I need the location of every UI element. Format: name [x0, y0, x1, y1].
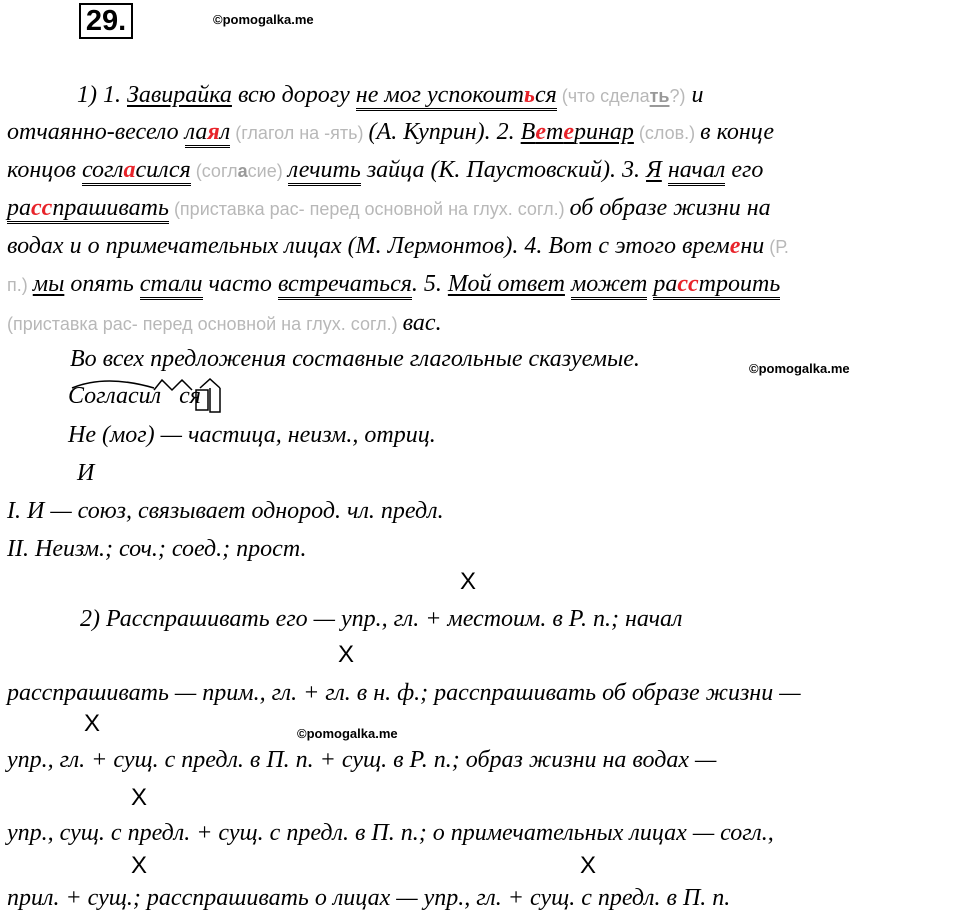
text-line-18: прил. + сущ.; расспрашивать о лицах — упр., гл. + сущ. с предл. в П. п. — [7, 885, 731, 911]
text-line-3: концов согласился (согласие) лечить зайца (К. Паустовский). 3. Я начал его — [7, 155, 763, 186]
x-mark: X — [460, 568, 477, 595]
text-line-8: Во всех предложения составные глагольные сказуемые. — [70, 346, 640, 372]
x-mark: X — [84, 710, 101, 737]
text-line-16: упр., гл. + сущ. с предл. в П. п. + сущ. в Р. п.; образ жизни на водах — — [7, 747, 717, 773]
subject-word: Завирайка — [127, 82, 232, 108]
text-line-2: отчаянно-весело лаял (глагол на -ять) (А. Куприн). 2. Ветеринар (слов.) в конце — [7, 117, 774, 148]
predicate-part: не мог успокоиться — [356, 82, 557, 111]
morpheme-postfix: ся — [179, 383, 201, 409]
text-line-5: водах и о примечательных лицах (М. Лермонтов). 4. Вот с этого времени (Р. — [7, 233, 789, 259]
exercise-number: 29. — [79, 3, 133, 39]
predicate-word: расспрашивать — [7, 195, 169, 224]
predicate-word: лаял — [185, 119, 231, 148]
subject-word: Ветеринар — [520, 119, 634, 145]
morpheme-diagram — [68, 376, 228, 416]
x-mark: X — [131, 784, 148, 811]
text-line-7: (приставка рас- перед основной на глух. согл.) вас. — [7, 310, 442, 336]
gray-note: (что сделать?) — [556, 86, 686, 106]
watermark-bottom: ©pomogalka.me — [297, 726, 398, 741]
predicate-word: согласился — [82, 157, 191, 186]
x-mark: X — [338, 641, 355, 668]
x-mark: X — [580, 852, 597, 879]
text-line-6: п.) мы опять стали часто встречаться. 5. Мой ответ может расстроить — [7, 269, 780, 300]
text-line-4: расспрашивать (приставка рас- перед основной на глух. согл.) об образе жизни на — [7, 193, 771, 224]
text-line-12: I. И — союз, связывает однород. чл. предл. — [7, 498, 444, 524]
x-mark: X — [131, 852, 148, 879]
morpheme-root: Согласил — [68, 383, 162, 409]
watermark-top: ©pomogalka.me — [213, 12, 314, 27]
text-line-1: 1) 1. Завирайка всю дорогу не мог успокоиться (что сделать?) и — [77, 80, 704, 111]
text-line-15: расспрашивать — прим., гл. + гл. в н. ф.; расспрашивать об образе жизни — — [7, 680, 801, 706]
text-line-14: 2) Расспрашивать его — упр., гл. + местоим. в Р. п.; начал — [80, 606, 683, 632]
text-line-10: Не (мог) — частица, неизм., отриц. — [68, 422, 436, 448]
text-line-17: упр., сущ. с предл. + сущ. с предл. в П. п.; о примечательных лицах — согл., — [7, 820, 774, 846]
watermark-middle: ©pomogalka.me — [749, 361, 850, 376]
text-line-13: II. Неизм.; соч.; соед.; прост. — [7, 536, 307, 562]
text-line-11: И — [77, 460, 95, 486]
